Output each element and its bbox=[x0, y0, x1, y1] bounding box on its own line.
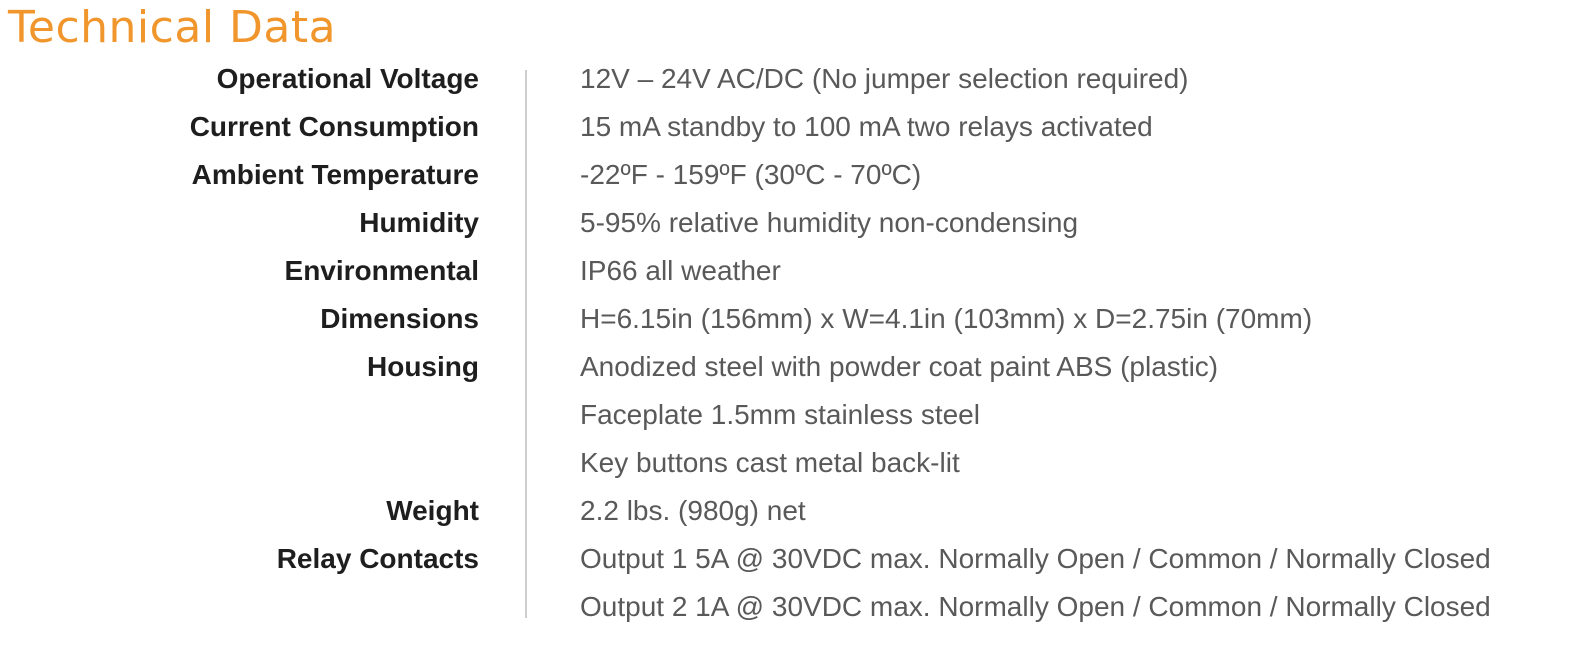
spec-value: 5-95% relative humidity non-condensing bbox=[580, 207, 1079, 238]
spec-label: Relay Contacts bbox=[276, 543, 479, 574]
spec-value: -22ºF - 159ºF (30ºC - 70ºC) bbox=[580, 159, 922, 190]
spec-row bbox=[0, 151, 1596, 199]
spec-value: Key buttons cast metal back-lit bbox=[580, 447, 960, 478]
spec-table bbox=[0, 55, 1596, 631]
spec-value: Faceplate 1.5mm stainless steel bbox=[580, 399, 980, 430]
spec-row bbox=[0, 103, 1596, 151]
spec-value: 2.2 lbs. (980g) net bbox=[580, 495, 806, 526]
spec-value: Output 1 5A @ 30VDC max. Normally Open / Common / Normally Closed bbox=[580, 543, 1491, 574]
spec-row bbox=[0, 487, 1596, 535]
spec-row bbox=[0, 391, 1596, 439]
spec-label: Dimensions bbox=[320, 303, 479, 334]
spec-value: H=6.15in (156mm) x W=4.1in (103mm) x D=2.75in (70mm) bbox=[580, 303, 1313, 334]
spec-label: Weight bbox=[386, 495, 479, 526]
spec-row bbox=[0, 439, 1596, 487]
spec-label: Housing bbox=[367, 351, 479, 382]
spec-label: Current Consumption bbox=[189, 111, 479, 142]
spec-label: Humidity bbox=[359, 207, 479, 238]
spec-row bbox=[0, 247, 1596, 295]
spec-row bbox=[0, 295, 1596, 343]
spec-row bbox=[0, 583, 1596, 631]
spec-value: 15 mA standby to 100 mA two relays activated bbox=[580, 111, 1153, 142]
spec-value: 12V – 24V AC/DC (No jumper selection required) bbox=[580, 63, 1189, 94]
page-title: Technical Data bbox=[8, 2, 337, 53]
spec-value: IP66 all weather bbox=[580, 255, 781, 286]
spec-row bbox=[0, 55, 1596, 103]
spec-row bbox=[0, 199, 1596, 247]
spec-value: Anodized steel with powder coat paint ABS (plastic) bbox=[580, 351, 1219, 382]
spec-label: Environmental bbox=[284, 255, 479, 286]
spec-row bbox=[0, 535, 1596, 583]
spec-label: Operational Voltage bbox=[216, 63, 479, 94]
spec-label: Ambient Temperature bbox=[191, 159, 479, 190]
spec-row bbox=[0, 343, 1596, 391]
spec-value: Output 2 1A @ 30VDC max. Normally Open / Common / Normally Closed bbox=[580, 591, 1491, 622]
